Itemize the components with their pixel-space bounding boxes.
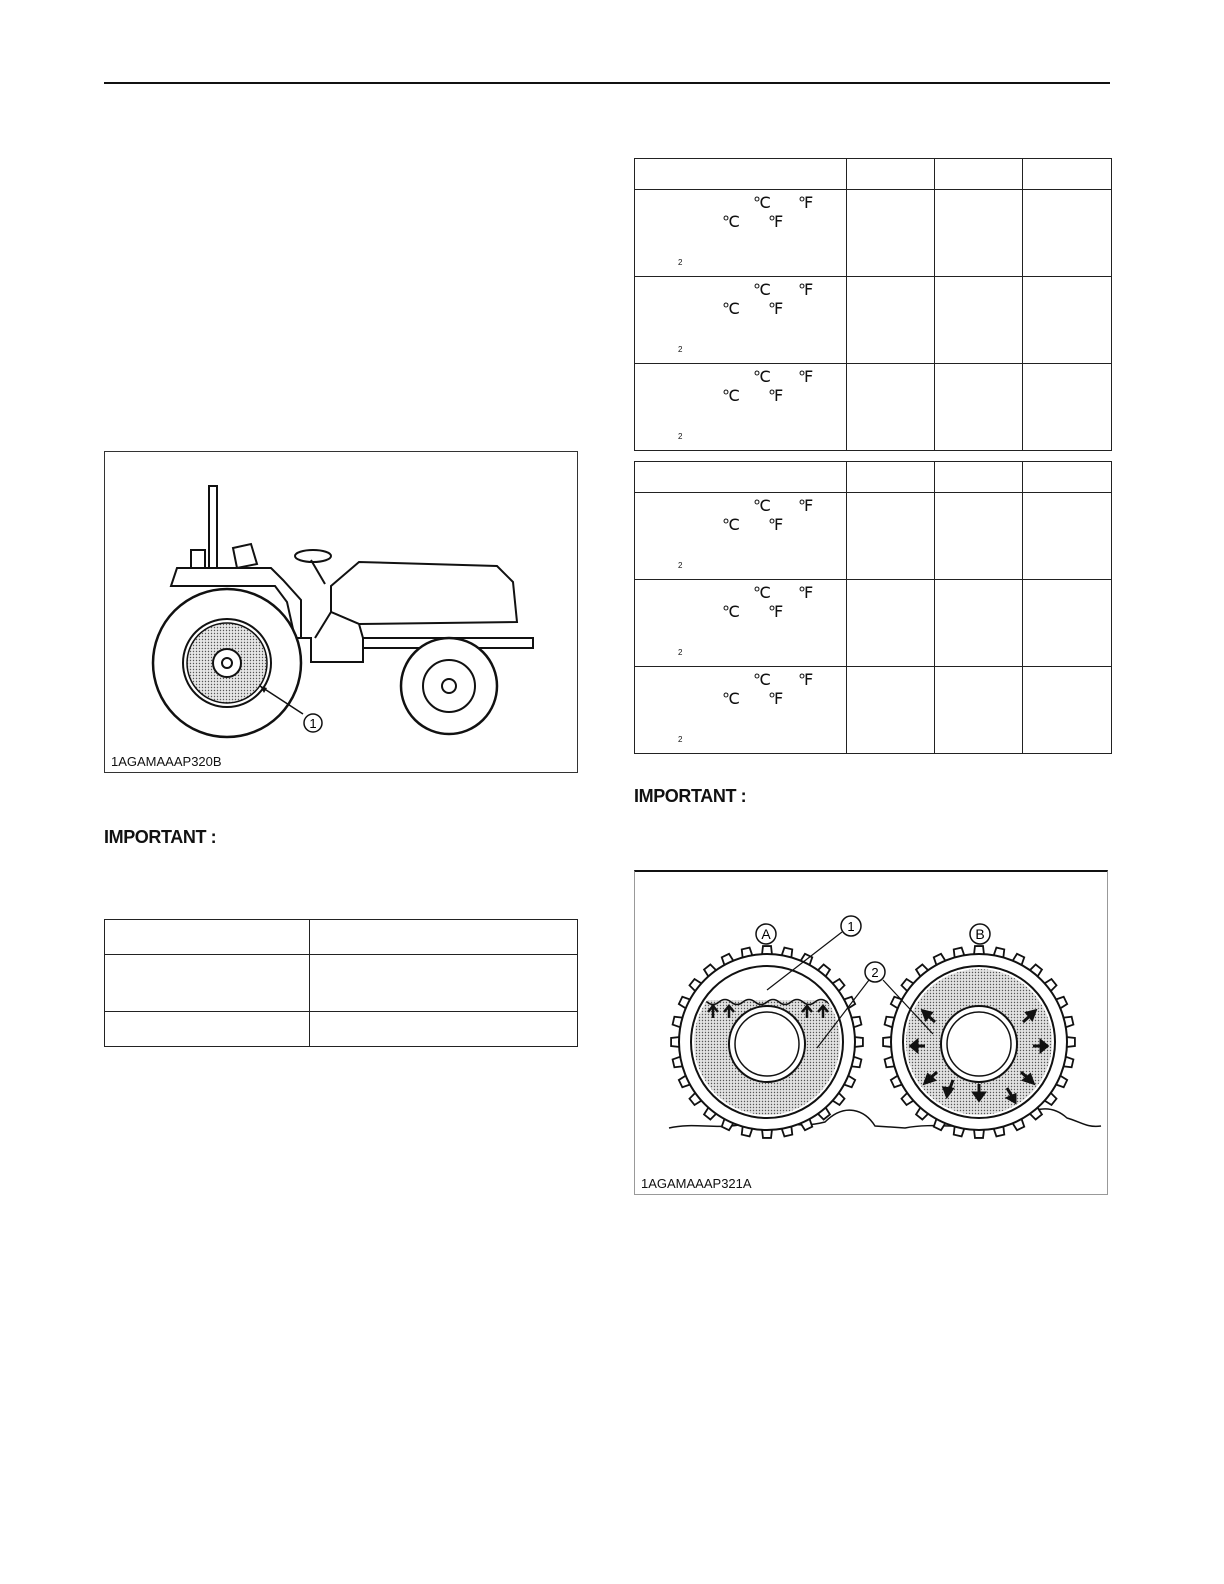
fahrenheit-unit: ℉ bbox=[768, 301, 784, 318]
superscript-2: 2 bbox=[678, 258, 683, 267]
fahrenheit-unit: ℉ bbox=[798, 585, 814, 602]
fahrenheit-unit: ℉ bbox=[768, 517, 784, 534]
table-cell bbox=[310, 920, 578, 955]
celsius-unit: ℃ bbox=[753, 195, 771, 212]
temperature-cell bbox=[635, 190, 847, 277]
superscript-2: 2 bbox=[678, 561, 683, 570]
celsius-unit: ℃ bbox=[722, 604, 740, 621]
tire-figure bbox=[634, 870, 1108, 1195]
temperature-cell bbox=[635, 364, 847, 451]
celsius-unit: ℃ bbox=[722, 691, 740, 708]
fahrenheit-unit: ℉ bbox=[768, 214, 784, 231]
tire-callout-2: 2 bbox=[871, 965, 879, 980]
celsius-unit: ℃ bbox=[753, 282, 771, 299]
celsius-unit: ℃ bbox=[722, 388, 740, 405]
table-cell bbox=[310, 955, 578, 1012]
tire-figure-caption: 1AGAMAAAP321A bbox=[641, 1176, 752, 1191]
important-label-right: IMPORTANT : bbox=[634, 786, 747, 806]
superscript-2: 2 bbox=[678, 735, 683, 744]
fahrenheit-unit: ℉ bbox=[768, 388, 784, 405]
celsius-unit: ℃ bbox=[753, 585, 771, 602]
superscript-2: 2 bbox=[678, 432, 683, 441]
tractor-figure-caption: 1AGAMAAAP320B bbox=[111, 754, 222, 769]
celsius-unit: ℃ bbox=[753, 498, 771, 515]
fahrenheit-unit: ℉ bbox=[798, 498, 814, 515]
tire-a-label: A bbox=[761, 926, 771, 942]
table-cell bbox=[105, 955, 310, 1012]
table-cell bbox=[105, 920, 310, 955]
tire-callout-1: 1 bbox=[847, 919, 855, 934]
celsius-unit: ℃ bbox=[753, 672, 771, 689]
tractor-figure bbox=[104, 451, 578, 773]
celsius-unit: ℃ bbox=[722, 517, 740, 534]
celsius-unit: ℃ bbox=[722, 214, 740, 231]
fahrenheit-unit: ℉ bbox=[798, 282, 814, 299]
superscript-2: 2 bbox=[678, 345, 683, 354]
liquid-ballast-table-1 bbox=[634, 158, 1112, 451]
tractor-callout-number: 1 bbox=[309, 716, 317, 731]
celsius-unit: ℃ bbox=[753, 369, 771, 386]
fahrenheit-unit: ℉ bbox=[798, 195, 814, 212]
celsius-unit: ℃ bbox=[722, 301, 740, 318]
tractor-illustration bbox=[105, 452, 577, 772]
important-label-left: IMPORTANT : bbox=[104, 827, 217, 847]
header-rule bbox=[104, 82, 1110, 84]
temperature-cell bbox=[635, 277, 847, 364]
fahrenheit-unit: ℉ bbox=[798, 369, 814, 386]
liquid-ballast-table-2 bbox=[634, 461, 1112, 754]
tire-cross-section-illustration bbox=[635, 872, 1107, 1194]
temperature-cell bbox=[635, 667, 847, 754]
ballast-spec-table bbox=[104, 919, 578, 1047]
table-cell bbox=[105, 1012, 310, 1047]
table-cell bbox=[310, 1012, 578, 1047]
tire-b-label: B bbox=[975, 926, 985, 942]
temperature-cell bbox=[635, 580, 847, 667]
superscript-2: 2 bbox=[678, 648, 683, 657]
temperature-cell bbox=[635, 493, 847, 580]
fahrenheit-unit: ℉ bbox=[768, 691, 784, 708]
fahrenheit-unit: ℉ bbox=[798, 672, 814, 689]
fahrenheit-unit: ℉ bbox=[768, 604, 784, 621]
